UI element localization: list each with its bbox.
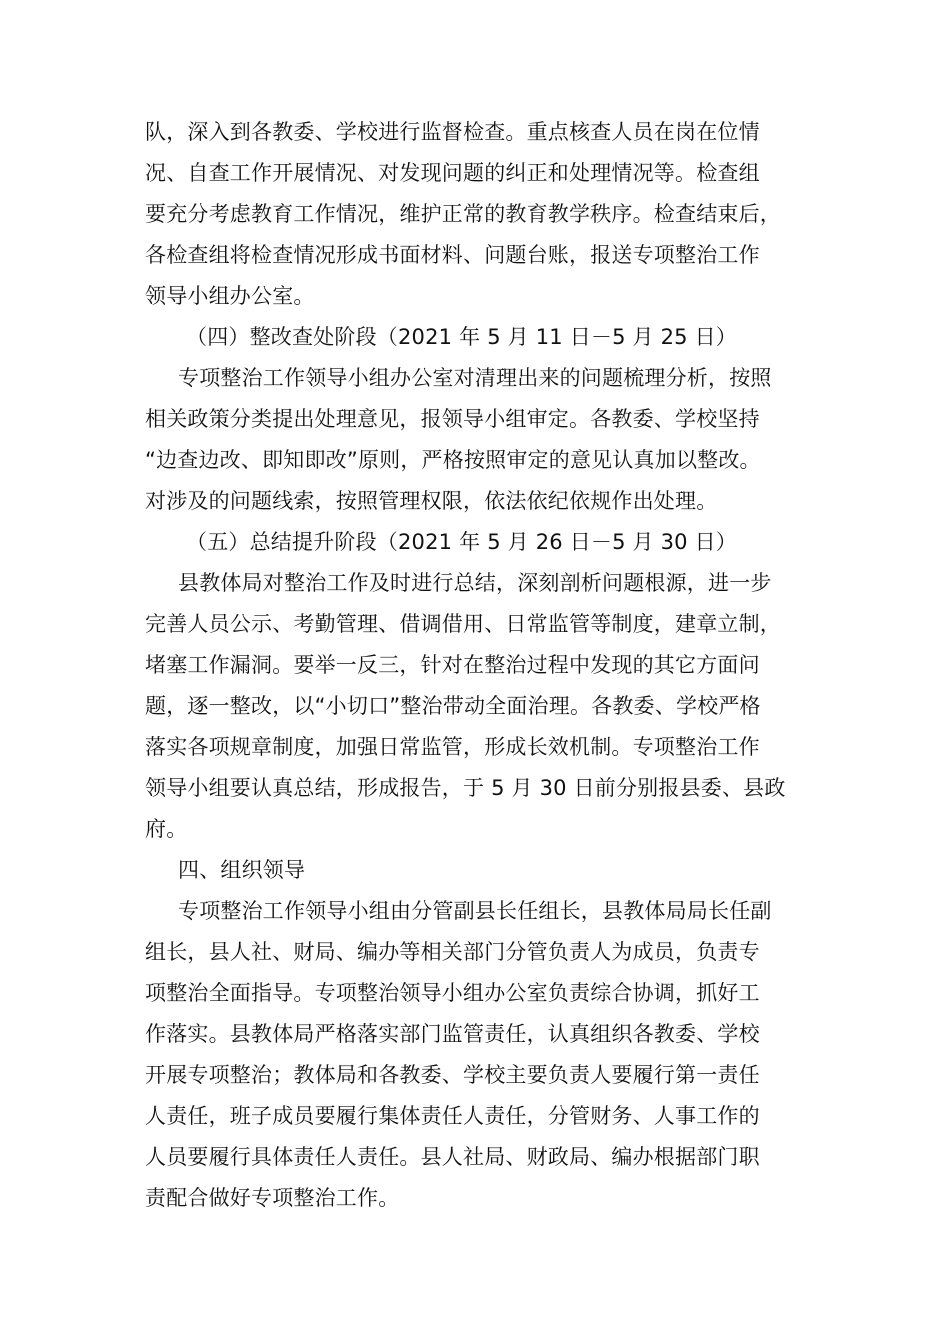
text-line: 开展专项整治；教体局和各教委、学校主要负责人要履行第一责任 [145,1063,760,1087]
text-line: 专项整治工作领导小组办公室对清理出来的问题梳理分析，按照 [178,366,772,390]
text-line: 领导小组办公室。 [145,284,315,308]
text-line: “边查边改、即知即改”原则，严格按照审定的意见认真加以整改。 [145,448,761,472]
text-line: 况、自查工作开展情况、对发现问题的纠正和处理情况等。检查组 [145,161,760,185]
text-line: 项整治全面指导。专项整治领导小组办公室负责综合协调，抓好工 [145,981,760,1005]
section-heading: （四）整改查处阶段（2021 年 5 月 11 日－5 月 25 日） [186,325,738,349]
text-line: 队，深入到各教委、学校进行监督检查。重点核查人员在岗在位情 [145,120,760,144]
section-heading: （五）总结提升阶段（2021 年 5 月 26 日－5 月 30 日） [186,530,738,554]
text-line: 要充分考虑教育工作情况，维护正常的教育教学秩序。检查结束后， [145,202,781,226]
text-line: 相关政策分类提出处理意见，报领导小组审定。各教委、学校坚持 [145,407,760,431]
section-heading: 四、组织领导 [178,858,306,882]
text-line: 各检查组将检查情况形成书面材料、问题台账，报送专项整治工作 [145,243,760,267]
text-line: 作落实。县教体局严格落实部门监管责任，认真组织各教委、学校 [145,1022,760,1046]
text-line: 县教体局对整治工作及时进行总结，深刻剖析问题根源，进一步 [178,571,772,595]
text-line: 领导小组要认真总结，形成报告，于 5 月 30 日前分别报县委、县政 [145,776,786,800]
text-line: 责配合做好专项整治工作。 [145,1186,400,1210]
text-line: 落实各项规章制度，加强日常监管，形成长效机制。专项整治工作 [145,735,760,759]
text-line: 题，逐一整改，以“小切口”整治带动全面治理。各教委、学校严格 [145,694,761,718]
text-line: 组长，县人社、财局、编办等相关部门分管负责人为成员，负责专 [145,940,760,964]
text-line: 对涉及的问题线索，按照管理权限，依法依纪依规作出处理。 [145,489,718,513]
text-line: 府。 [145,817,188,841]
text-line: 完善人员公示、考勤管理、借调借用、日常监管等制度，建章立制， [145,612,781,636]
text-line: 专项整治工作领导小组由分管副县长任组长，县教体局局长任副 [178,899,772,923]
text-line: 人员要履行具体责任人责任。县人社局、财政局、编办根据部门职 [145,1145,760,1169]
text-line: 堵塞工作漏洞。要举一反三，针对在整治过程中发现的其它方面问 [145,653,760,677]
text-line: 人责任，班子成员要履行集体责任人责任，分管财务、人事工作的 [145,1104,760,1128]
